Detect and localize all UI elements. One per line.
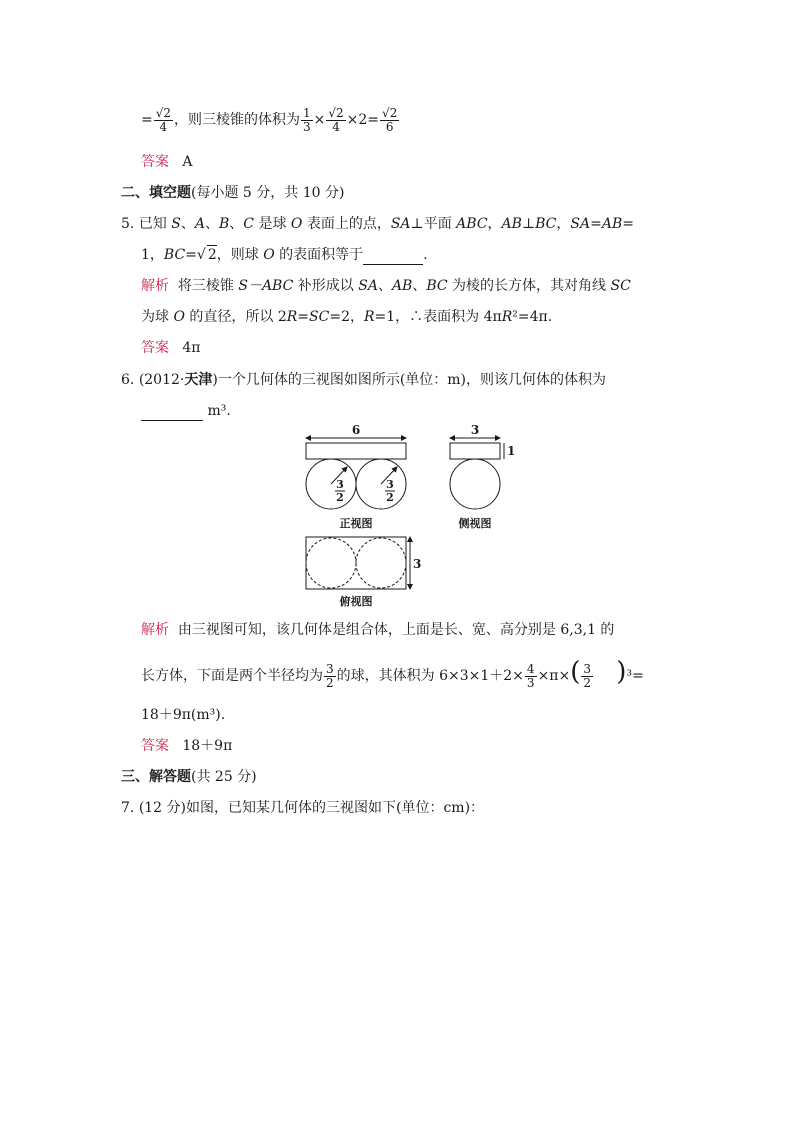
denominator: 3 [526, 675, 535, 690]
text: 、 [180, 216, 195, 232]
text: ×π× [537, 668, 571, 684]
numerator: √2 [328, 105, 344, 120]
front-width-label: 6 [351, 423, 361, 437]
text: ²=4π. [512, 309, 553, 325]
var: A [194, 216, 205, 232]
text: = [297, 309, 310, 325]
analysis-5-line-1 [141, 277, 631, 295]
var: BC [426, 278, 448, 294]
section-title: 二、填空题 [121, 185, 191, 201]
text: ×2= [346, 112, 380, 128]
side-height-label: 1 [507, 444, 516, 458]
text: ，则球 [216, 247, 264, 263]
question-number: 7. [121, 800, 135, 816]
prev-solution-line [141, 100, 400, 140]
answer-blank[interactable] [363, 246, 423, 265]
text: (2012· [138, 372, 185, 388]
question-7-line-1 [121, 799, 484, 817]
front-caption: 正视图 [339, 517, 373, 530]
denominator: 2 [326, 675, 334, 690]
denominator: 6 [385, 119, 394, 134]
text: 天津 [184, 372, 213, 388]
numerator: √2 [155, 105, 172, 120]
analysis-6-line-3 [141, 706, 225, 724]
text: 、 [412, 278, 427, 294]
var: BC [163, 247, 186, 263]
answer-value: 4π [182, 340, 201, 356]
numerator: 3 [326, 661, 334, 676]
text: =1，∴表面积为 4π [374, 309, 502, 325]
numerator: 1 [303, 105, 311, 120]
answer-label: 答案 [141, 340, 169, 356]
var: S－ABC [238, 278, 294, 294]
answer-value: A [182, 154, 193, 170]
text: ， [556, 216, 571, 232]
var: O [173, 309, 185, 325]
radius-num-left: 3 [336, 478, 344, 491]
var: C [243, 216, 254, 232]
text: 为球 [141, 309, 174, 325]
text: 由三视图可知，该几何体是组合体，上面是长、宽、高分别是 6,3,1 的 [177, 622, 615, 638]
var: B [218, 216, 230, 232]
side-box [450, 443, 500, 459]
analysis-label: 解析 [141, 622, 169, 638]
answer-line [141, 339, 200, 357]
side-width-label: 3 [470, 423, 480, 437]
var: AB [501, 216, 522, 232]
section-title: 三、解答题 [121, 769, 191, 785]
denominator: 2 [583, 675, 592, 690]
numerator: 4 [526, 661, 535, 676]
var: R [501, 309, 513, 325]
answer-line [141, 153, 192, 171]
var: SC [610, 278, 631, 294]
question-5-line-1 [121, 215, 634, 233]
top-height-label: 3 [413, 557, 422, 571]
text: 是球 [254, 216, 291, 232]
top-sphere-left [306, 538, 356, 588]
paren-right: ) [616, 657, 627, 687]
analysis-label: 解析 [141, 278, 169, 294]
text: (12 分)如图，已知某几何体的三视图如下(单位：cm)： [138, 800, 485, 816]
text: 已知 [138, 216, 172, 232]
var: SA [358, 278, 378, 294]
text: 表面上的点， [302, 216, 391, 232]
section-note: (共 25 分) [191, 769, 257, 785]
var: AB [391, 278, 413, 294]
var: SA [390, 216, 411, 232]
text: × [313, 112, 326, 128]
fraction [525, 663, 537, 690]
top-sphere-right [356, 538, 406, 588]
denominator: 4 [159, 119, 168, 134]
text: 的球，其体积为 6×3×1＋2× [336, 668, 524, 684]
answer-label: 答案 [141, 154, 169, 170]
var: SC [309, 309, 330, 325]
text: 、 [229, 216, 244, 232]
text: m³. [207, 403, 231, 419]
fraction [326, 107, 345, 134]
var: BC [535, 216, 557, 232]
sqrt-content: 2 [207, 247, 217, 263]
side-caption: 侧视图 [458, 517, 492, 530]
var: AB [601, 216, 623, 232]
answer-blank[interactable] [141, 402, 203, 421]
var: ABC [456, 216, 488, 232]
radius-den-right: 2 [386, 491, 394, 504]
question-6-line-1 [121, 371, 606, 389]
text: 为棱的长方体，其对角线 [447, 278, 611, 294]
question-number: 6. [121, 372, 135, 388]
text: = [590, 216, 602, 232]
radius-den-left: 2 [336, 491, 344, 504]
var: O [290, 216, 303, 232]
fraction [380, 107, 399, 134]
analysis-6-line-1 [141, 621, 614, 639]
top-caption: 俯视图 [339, 595, 373, 608]
side-sphere [450, 459, 500, 509]
text: ⊥平面 [410, 216, 457, 232]
denominator: 4 [332, 119, 340, 134]
text: )一个几何体的三视图如图所示(单位：m)，则该几何体的体积为 [212, 372, 607, 388]
var: SA [570, 216, 591, 232]
answer-label: 答案 [141, 738, 169, 754]
var: R [286, 309, 298, 325]
fraction [581, 663, 593, 690]
var: O [263, 247, 275, 263]
text: = [622, 216, 634, 232]
text: ⊥ [521, 216, 536, 232]
question-number: 5. [121, 216, 135, 232]
fraction [154, 107, 173, 134]
answer-value: 18＋9π [182, 738, 233, 754]
fraction [324, 663, 336, 690]
text: 补形成以 [293, 278, 359, 294]
var: R [363, 309, 375, 325]
text: 的表面积等于 [274, 247, 364, 263]
text: ， [487, 216, 502, 232]
analysis-5-line-2 [141, 308, 552, 326]
text: =2， [329, 309, 364, 325]
radius-num-right: 3 [386, 478, 394, 491]
text: ³= [626, 668, 644, 684]
text: 18＋9π(m³). [141, 707, 226, 723]
text: = [185, 247, 197, 263]
section-heading [121, 768, 257, 786]
var: S [171, 216, 181, 232]
question-6-line-2 [141, 402, 231, 421]
text: = [141, 112, 153, 128]
text: 1， [141, 247, 164, 263]
text: ，则三棱锥的体积为 [174, 112, 301, 128]
numerator: 3 [583, 661, 592, 676]
text: 、 [204, 216, 219, 232]
analysis-6-line-2 [141, 652, 644, 692]
answer-line [141, 737, 232, 755]
text: . [423, 247, 428, 263]
paren-left: ( [570, 657, 581, 687]
text: 将三棱锥 [177, 278, 239, 294]
section-note: (每小题 5 分，共 10 分) [191, 185, 345, 201]
text: 的直径，所以 2 [184, 309, 287, 325]
fraction [301, 107, 313, 134]
section-heading [121, 184, 344, 202]
front-box [306, 443, 406, 459]
question-5-line-2: 1，BC=√ 2，则球 O 的表面积等于 . [141, 247, 428, 263]
three-view-figure [300, 423, 550, 613]
numerator: √2 [382, 105, 398, 120]
denominator: 3 [303, 119, 311, 134]
text: 长方体，下面是两个半径均为 [141, 668, 323, 684]
text: 、 [377, 278, 392, 294]
